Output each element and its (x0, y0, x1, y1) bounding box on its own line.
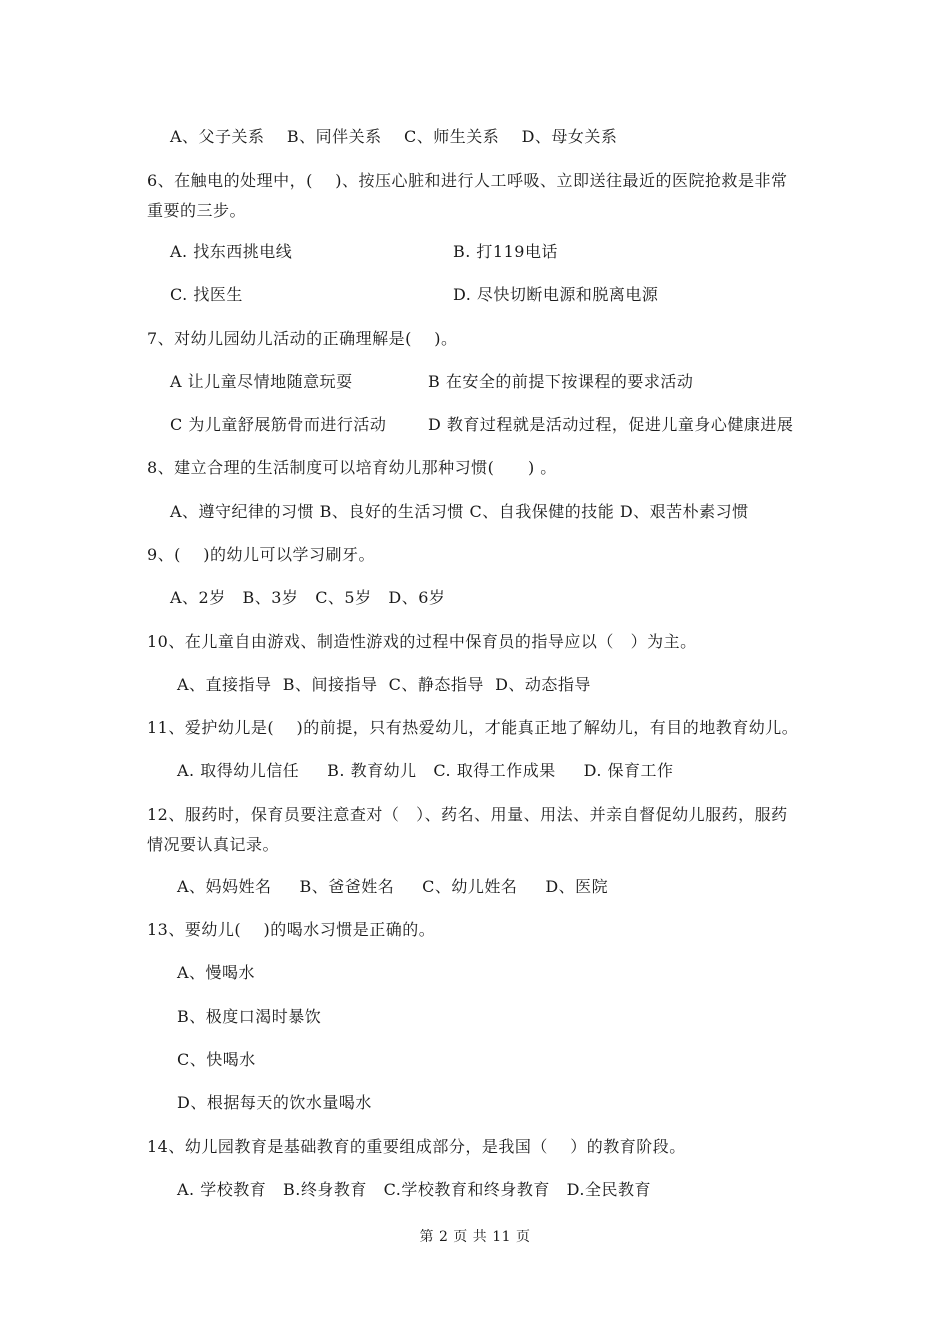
question-13-stem: 13、要幼儿( )的喝水习惯是正确的。 (147, 920, 436, 939)
question-7-option-d: D 教育过程就是活动过程，促进儿童身心健康进展 (428, 415, 794, 434)
question-7-option-c: C 为儿童舒展筋骨而进行活动 (170, 415, 387, 434)
question-7-option-a: A 让儿童尽情地随意玩耍 (170, 372, 353, 391)
question-9-options: A、2岁 B、3岁 C、5岁 D、6岁 (170, 588, 446, 607)
question-6-option-a: A. 找东西挑电线 (170, 242, 293, 261)
question-11-stem: 11、爱护幼儿是( )的前提，只有热爱幼儿，才能真正地了解幼儿，有目的地教育幼儿。 (147, 718, 799, 737)
question-6-option-b: B. 打119电话 (453, 242, 558, 261)
question-8-options: A、遵守纪律的习惯 B、良好的生活习惯 C、自我保健的技能 D、艰苦朴素习惯 (170, 502, 749, 521)
question-10-stem: 10、在儿童自由游戏、制造性游戏的过程中保育员的指导应以（ ）为主。 (147, 632, 697, 651)
question-12-stem-line-2: 情况要认真记录。 (147, 835, 280, 854)
question-7-stem: 7、对幼儿园幼儿活动的正确理解是( )。 (147, 329, 458, 348)
question-11-options: A. 取得幼儿信任 B. 教育幼儿 C. 取得工作成果 D. 保育工作 (177, 761, 674, 780)
question-6-stem-line-2: 重要的三步。 (147, 201, 247, 220)
question-6-option-d: D. 尽快切断电源和脱离电源 (453, 285, 659, 304)
question-6-stem-line-1: 6、在触电的处理中，( )、按压心脏和进行人工呼吸、立即送往最近的医院抢救是非常 (147, 171, 788, 190)
question-12-options: A、妈妈姓名 B、爸爸姓名 C、幼儿姓名 D、医院 (177, 877, 609, 896)
question-14-options: A. 学校教育 B.终身教育 C.学校教育和终身教育 D.全民教育 (177, 1180, 651, 1199)
question-13-option-d: D、根据每天的饮水量喝水 (177, 1093, 372, 1112)
question-5-options: A、父子关系 B、同伴关系 C、师生关系 D、母女关系 (170, 127, 618, 146)
question-9-stem: 9、( )的幼儿可以学习刷牙。 (147, 545, 376, 564)
page-footer: 第 2 页 共 11 页 (419, 1229, 531, 1245)
question-8-stem: 8、建立合理的生活制度可以培育幼儿那种习惯( ) 。 (147, 458, 557, 477)
question-13-option-a: A、慢喝水 (177, 963, 256, 982)
question-13-option-b: B、极度口渴时暴饮 (177, 1007, 322, 1026)
question-13-option-c: C、快喝水 (177, 1050, 256, 1069)
question-10-options: A、直接指导 B、间接指导 C、静态指导 D、动态指导 (177, 675, 591, 694)
question-14-stem: 14、幼儿园教育是基础教育的重要组成部分，是我国（ ）的教育阶段。 (147, 1137, 686, 1156)
question-7-option-b: B 在安全的前提下按课程的要求活动 (428, 372, 694, 391)
question-12-stem-line-1: 12、服药时，保育员要注意查对（ ）、药名、用量、用法、并亲自督促幼儿服药，服药 (147, 805, 788, 824)
question-6-option-c: C. 找医生 (170, 285, 243, 304)
